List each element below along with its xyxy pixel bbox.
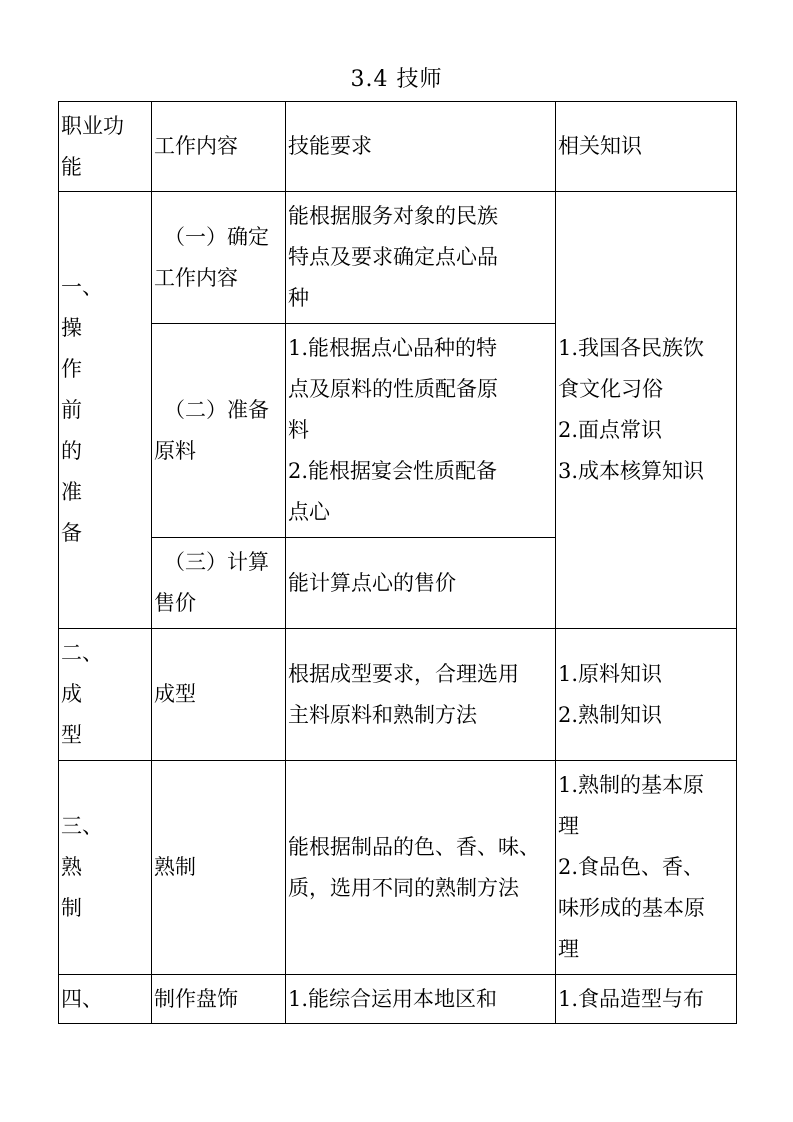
function-cell-plating: 四、 bbox=[59, 975, 152, 1024]
header-function: 职业功 能 bbox=[59, 102, 152, 192]
content-cell: 制作盘饰 bbox=[152, 975, 286, 1024]
table-row bbox=[59, 192, 737, 324]
knowledge-cell-preparation: 1.我国各民族饮 食文化习俗 2.面点常识 3.成本核算知识 bbox=[556, 192, 737, 629]
knowledge-cell: 1.熟制的基本原 理 2.食品色、香、 味形成的基本原 理 bbox=[556, 761, 737, 975]
function-cell-preparation: 一、 操 作 前 的 准 备 bbox=[59, 192, 152, 629]
header-knowledge: 相关知识 bbox=[556, 102, 737, 192]
knowledge-cell: 1.食品造型与布 bbox=[556, 975, 737, 1024]
header-content: 工作内容 bbox=[152, 102, 286, 192]
function-cell-shaping: 二、 成 型 bbox=[59, 629, 152, 761]
page-title: 3.4 技师 bbox=[350, 67, 443, 92]
content-cell: （一）确定 工作内容 bbox=[152, 192, 286, 324]
skill-cell: 能根据制品的色、香、味、 质，选用不同的熟制方法 bbox=[286, 761, 556, 975]
knowledge-cell: 1.原料知识 2.熟制知识 bbox=[556, 629, 737, 761]
skill-cell: 能计算点心的售价 bbox=[286, 538, 556, 629]
function-cell-cooking: 三、 熟 制 bbox=[59, 761, 152, 975]
skills-table bbox=[58, 101, 737, 1024]
table-header-row bbox=[59, 102, 737, 192]
content-cell: 成型 bbox=[152, 629, 286, 761]
content-cell: （三）计算 售价 bbox=[152, 538, 286, 629]
skill-cell: 1.能综合运用本地区和 bbox=[286, 975, 556, 1024]
skill-cell: 根据成型要求，合理选用 主料原料和熟制方法 bbox=[286, 629, 556, 761]
table-row bbox=[59, 761, 737, 975]
content-cell: （二）准备 原料 bbox=[152, 324, 286, 538]
table-row bbox=[59, 975, 737, 1024]
header-skill: 技能要求 bbox=[286, 102, 556, 192]
table-row bbox=[59, 629, 737, 761]
skill-cell: 1.能根据点心品种的特 点及原料的性质配备原 料 2.能根据宴会性质配备 点心 bbox=[286, 324, 556, 538]
skill-cell: 能根据服务对象的民族 特点及要求确定点心品 种 bbox=[286, 192, 556, 324]
content-cell: 熟制 bbox=[152, 761, 286, 975]
